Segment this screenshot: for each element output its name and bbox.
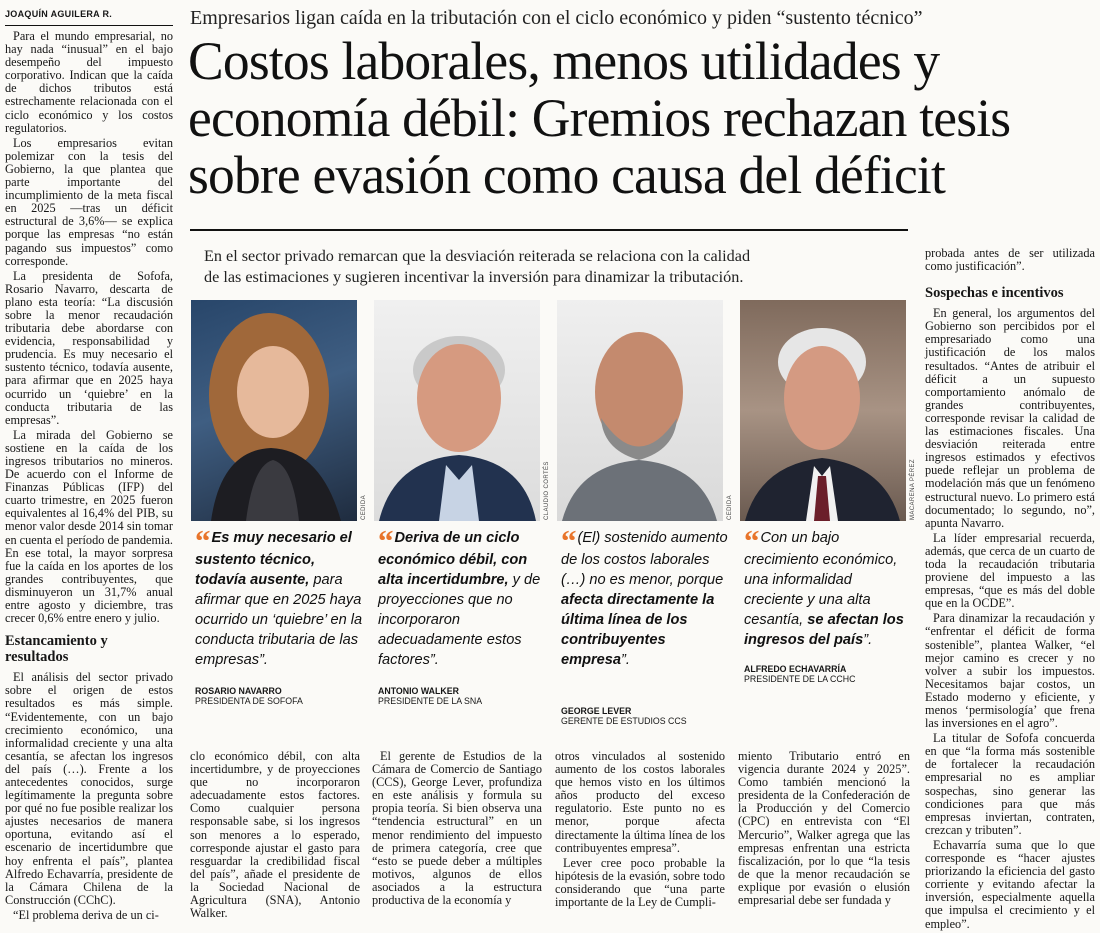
pull-quote-lever <box>561 523 729 670</box>
paragraph: otros vinculados al sostenido aumento de los costos laborales que hemos visto en los últimos años producto del exceso regulatorio. Este punto no es menor, porque afecta directamente la última línea de los contribuyentes empresa”. <box>555 749 725 855</box>
subheading: Estancamiento y resultados <box>5 633 108 666</box>
portrait-icon <box>191 300 357 521</box>
quote-attribution <box>561 706 687 726</box>
photo-credit: CEDIDA <box>361 494 367 520</box>
quote-text: Deriva de un ciclo económico débil, con alta incertidumbre, <box>378 530 528 588</box>
person-role: PRESIDENTE DE LA CCHC <box>744 674 856 684</box>
headline-line: economía débil: Gremios rechazan tesis <box>188 88 1011 148</box>
photo-rosario-navarro <box>191 300 357 521</box>
column-2 <box>190 750 360 922</box>
quote-text: ”. <box>621 652 630 668</box>
quote-mark-icon: “ <box>378 523 391 558</box>
byline-rule <box>5 25 173 26</box>
deck <box>204 246 909 287</box>
paragraph: El gerente de Estudios de la Cámara de Comercio de Santiago (CCS), George Lever, profundiza en este análisis y formula su propia teoría. Si bien observa una “tendencia estructural” en un menor rendimiento del impuesto de primera categoría, cree que “esto se puede deber a múltiples motivos, algunos de ellos asociados a la estructura productiva de la economía y <box>372 749 542 908</box>
pull-quote-walker <box>378 523 546 670</box>
quote-text: Con un bajo crecimiento económico, una informalidad creciente y una alta cesantía, <box>744 530 898 628</box>
paragraph: Para el mundo empresarial, no hay nada “inusual” en el bajo desempeño del impuesto corporativo. Indican que la caída de dichos tributos está estrechamente relacionada con el ciclo económico y los costos regulatorios. <box>5 29 173 135</box>
quote-text: (El) sostenido aumento de los costos laborales (…) no es menor, porque <box>561 530 728 588</box>
paragraph: La presidenta de Sofofa, Rosario Navarro, descarta de plano esta teoría: “La discusión sobre la menor recaudación tributaria debe abordarse con evidencia, responsabilidad y prudencia. Es muy necesario el sustento técnico, todavía ausente, para afirmar que en 2025 haya ocurrido un ‘quiebre’ en la conducta tributaria de las empresas”. <box>5 268 173 427</box>
person-role: GERENTE DE ESTUDIOS CCS <box>561 716 687 726</box>
quote-text: se afectan los ingresos del país <box>744 612 904 648</box>
photo-antonio-walker <box>374 300 540 521</box>
paragraph: “El problema deriva de un ci- <box>13 907 159 922</box>
quote-attribution <box>378 686 482 706</box>
quote-mark-icon: “ <box>195 523 208 558</box>
paragraph: clo económico débil, con alta incertidumbre, y de proyecciones que no incorporaron adecuadamente estos factores. Como cualquier persona responsable sabe, si los ingresos son menores a lo esperado, corresponde ajustar el gasto para resguardar la credibilidad fiscal del país”, añade el presidente de la Sociedad Nacional de Agricultura (SNA), Antonio Walker. <box>190 749 360 921</box>
person-name: GEORGE LEVER <box>561 706 632 716</box>
portrait-icon <box>740 300 906 521</box>
photo-george-lever <box>557 300 723 521</box>
photo-credit: CEDIDA <box>727 494 733 520</box>
quote-mark-icon: “ <box>561 523 574 558</box>
portrait-icon <box>374 300 540 521</box>
portrait-icon <box>557 300 723 521</box>
column-4 <box>555 750 725 911</box>
subheading: Sospechas e incentivos <box>925 285 1064 302</box>
person-name: ANTONIO WALKER <box>378 686 459 696</box>
column-5 <box>738 750 910 909</box>
paragraph: Echavarría suma que lo que corresponde es “hacer ajustes priorizando la eficiencia del gasto corriente y evitando afectar la inversión, especialmente aquella que impulsa el crecimiento y el empleo”. <box>925 837 1095 931</box>
headline-line: Costos laborales, menos utilidades y <box>188 31 940 91</box>
quote-attribution <box>195 686 303 706</box>
paragraph: Los empresarios evitan polemizar con la tesis del Gobierno, la que plantea que parte importante del incumplimiento de la meta fiscal en 2025 —tras un déficit estructural de 3,6%— se explica porque las empresas “no están pagando sus impuestos” como corresponde. <box>5 135 173 268</box>
kicker: Empresarios ligan caída en la tributación con el ciclo económico y piden “sustento técnico” <box>190 7 923 29</box>
quote-text: y de proyecciones que no incorporaron adecuadamente estos factores”. <box>378 572 541 668</box>
pull-quote-navarro <box>195 523 363 670</box>
photo-alfredo-echavarria <box>740 300 906 521</box>
byline: JOAQUÍN AGUILERA R. <box>5 9 113 19</box>
photo-credit: CLAUDIO CORTÉS <box>544 461 550 520</box>
paragraph: La titular de Sofofa concuerda en que “la forma más sostenible de fortalecer la recaudación empresarial no es ampliar sospechas, sino generar las condiciones para que más empresas inviertan, contraten, crezcan y tributen”. <box>925 731 1095 837</box>
paragraph: Para dinamizar la recaudación y “enfrentar el déficit de forma sostenible”, plantea Walker, “el mejor camino es crecer y no volver a subir los impuestos. Necesitamos bajar costos, un Estado moderno y eficiente, y menos ‘permisología’ que frena las inversiones en el agro”. <box>925 611 1095 731</box>
paragraph: La mirada del Gobierno se sostiene en la caída de los ingresos tributarios no mineros. De acuerdo con el Informe de Finanzas Públicas (IFP) del cuarto trimestre, en 2025 fueron equivalentes al 16,4% del PIB, su menor valor desde 2014 sin tomar en cuenta el período de pandemia. En ese total, la mayor sorpresa fue la caída en los aportes de los grandes contribuyentes, que disminuyeron un 31,7% anual entre agosto y diciembre, tras crecer 0,6% entre enero y julio. <box>5 427 173 626</box>
column-3 <box>372 750 542 909</box>
quote-text: ”. <box>863 632 873 648</box>
person-name: ALFREDO ECHAVARRÍA <box>744 664 847 674</box>
paragraph: miento Tributario entró en vigencia durante 2024 y 2025”. Como también mencionó la presidenta de la Confederación de la Producción y del Comercio (CPC) en entrevista con “El Mercurio”, Walker agrega que las empresas enfrentan una estricta fiscalización, por lo que “la tesis de que la menor recaudación se explique por evasión o elusión empresarial debe ser fundada y <box>738 749 910 908</box>
headline <box>188 33 1098 204</box>
person-role: PRESIDENTA DE SOFOFA <box>195 696 303 706</box>
deck-rule <box>190 229 908 231</box>
pull-quote-echavarria <box>744 523 912 650</box>
deck-line: de las estimaciones y sugieren incentivar la inversión para dinamizar la tributación. <box>204 267 744 286</box>
quote-text: afecta directamente la última línea de los contribuyentes empresa <box>561 592 715 668</box>
headline-line: sobre evasión como causa del déficit <box>188 145 946 205</box>
paragraph: En general, los argumentos del Gobierno son percibidos por el empresariado como una justificación de los malos resultados. “Antes de atribuir el déficit a un supuesto comportamiento anómalo de grandes contribuyentes, corresponde revisar la calidad de las estimaciones fiscales. Una desviación reiterada entre ingresos estimados y efectivos puede reflejar un problema de modelación más que un fenómeno estructural nuevo. Lo primero está documentado; lo segundo, no”, apunta Navarro. <box>925 306 1095 530</box>
column-1 <box>5 30 173 924</box>
quote-mark-icon: “ <box>744 523 757 558</box>
paragraph: Lever cree poco probable la hipótesis de la evasión, sobre todo considerando que “una parte importante de la Ley de Cumpli- <box>555 855 725 910</box>
quote-text: para afirmar que en 2025 haya ocurrido un ‘quiebre’ en la conducta tributaria de las empresas”. <box>195 572 363 668</box>
quote-attribution <box>744 664 855 684</box>
paragraph: probada antes de ser utilizada como justificación”. <box>925 246 1095 274</box>
person-name: ROSARIO NAVARRO <box>195 686 282 696</box>
quote-text: Es muy necesario el sustento técnico, todavía ausente, <box>195 530 352 588</box>
photo-credit: MACARENA PÉREZ <box>910 459 916 520</box>
paragraph: El análisis del sector privado sobre el origen de estos resultados es más simple. “Evidentemente, con un bajo crecimiento económico, una informalidad creciente y una alta cesantía, se afectan los ingresos del país (…). Frente a los antecedentes conocidos, surge legítimamente la pregunta sobre por qué no fue posible realizar los ajustes necesarios de manera oportuna, evitando así el escenario de incertidumbre que hoy enfrenta el país”, plantea Alfredo Echavarría, presidente de la Cámara Chilena de la Construcción (CChC). <box>5 670 173 907</box>
person-role: PRESIDENTE DE LA SNA <box>378 696 483 706</box>
column-6 <box>925 247 1095 933</box>
paragraph: La líder empresarial recuerda, además, que cerca de un cuarto de toda la recaudación tributaria proviene del impuesto a las empresas, “que es más del doble que en la OCDE”. <box>925 530 1095 611</box>
deck-line: En el sector privado remarcan que la desviación reiterada se relaciona con la calidad <box>204 247 751 265</box>
